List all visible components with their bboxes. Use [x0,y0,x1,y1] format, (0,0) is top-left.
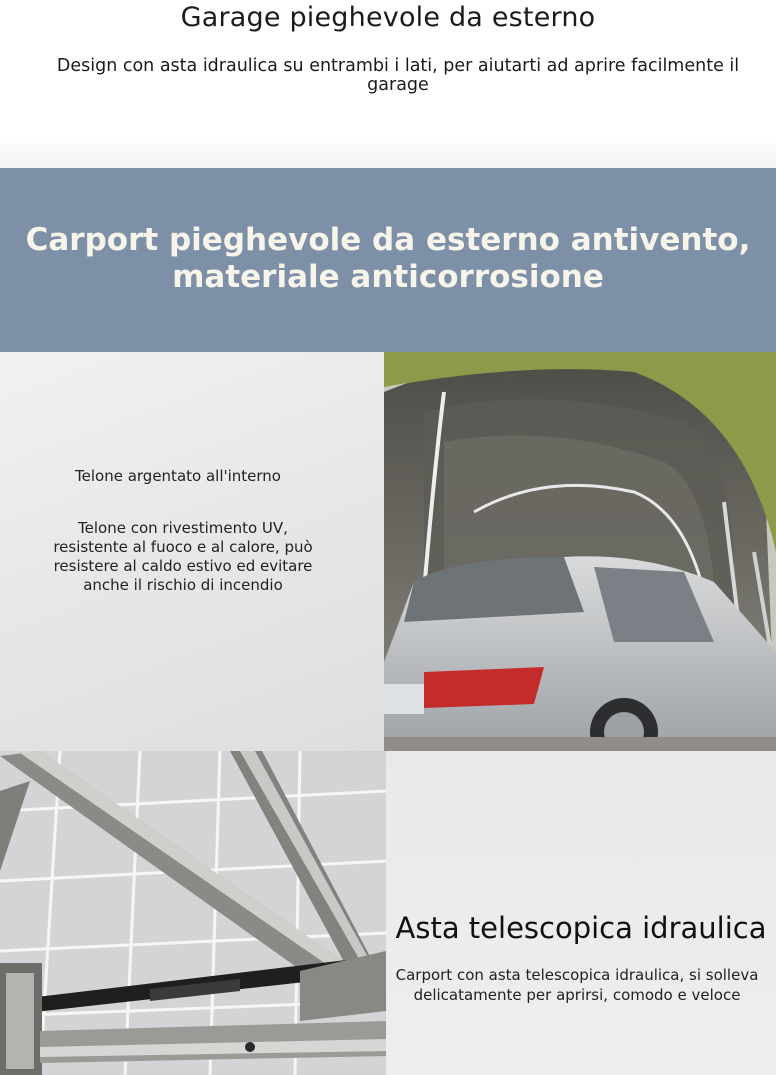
tarp-feature-title: Telone argentato all'interno [75,467,281,485]
header-section [0,0,776,168]
banner-headline-line2: materiale anticorrosione [172,259,604,295]
hydraulic-rod-photo [0,751,386,1075]
banner-headline [20,222,756,296]
rod-feature-description-line1: Carport con asta telescopica idraulica, si solleva [395,966,759,984]
rod-feature-panel [386,751,776,1075]
rod-feature-title: Asta telescopica idraulica [395,911,767,945]
banner-headline-line1: Carport pieghevole da esterno antivento, [25,222,751,258]
carport-car-photo [384,352,776,751]
page-title: Garage pieghevole da esterno [180,2,596,33]
banner-section [0,168,776,352]
rod-feature-description [382,965,772,1005]
rod-feature-description-line2: delicatamente per aprirsi, comodo e veloce [413,986,741,1004]
tarp-feature-panel [0,352,384,751]
tarp-feature-description: Telone con rivestimento UV, resistente al fuoco e al calore, può resistere al caldo estivo ed evitare anche il rischio di incendio [53,519,313,594]
page-subtitle: Design con asta idraulica su entrambi i lati, per aiutarti ad aprire facilmente il garage [56,56,740,95]
